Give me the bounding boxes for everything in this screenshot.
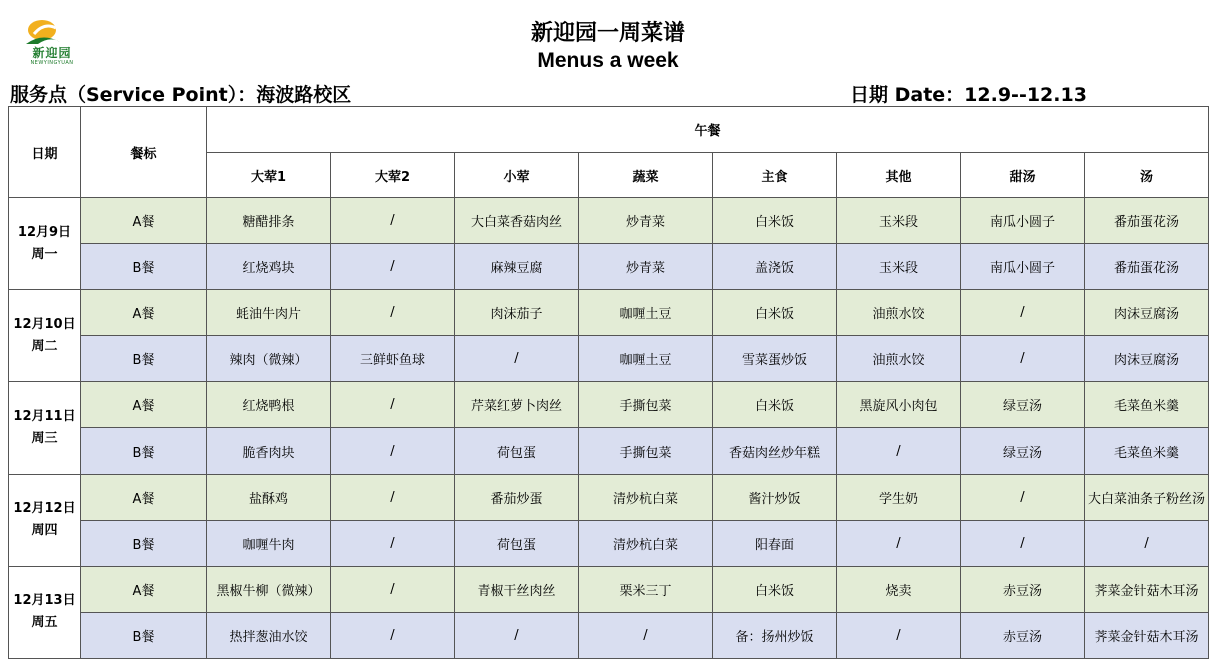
lunch-header: 午餐 <box>207 107 1209 153</box>
menu-cell: 南瓜小圆子 <box>961 244 1085 290</box>
menu-cell: 清炒杭白菜 <box>579 474 713 520</box>
meal-label: A餐 <box>81 198 207 244</box>
day-cell <box>9 382 81 474</box>
meal-label: B餐 <box>81 612 207 658</box>
menu-cell: 红烧鸡块 <box>207 244 331 290</box>
meal-label: A餐 <box>81 474 207 520</box>
day-date: 12月11日 <box>13 408 76 424</box>
menu-cell: 炒青菜 <box>579 198 713 244</box>
menu-cell: 绿豆汤 <box>961 382 1085 428</box>
meal-label: B餐 <box>81 520 207 566</box>
logo-subtitle: NEWYINGYUAN <box>30 60 74 66</box>
menu-cell: 麻辣豆腐 <box>455 244 579 290</box>
menu-cell: 油煎水饺 <box>837 290 961 336</box>
menu-table <box>8 106 1209 659</box>
menu-cell: / <box>1085 520 1209 566</box>
menu-cell: 南瓜小圆子 <box>961 198 1085 244</box>
menu-cell: 肉沫豆腐汤 <box>1085 290 1209 336</box>
table-row <box>9 566 1209 612</box>
date-column-header: 日期 <box>9 107 81 198</box>
menu-cell: 雪菜蛋炒饭 <box>713 336 837 382</box>
meal-label: B餐 <box>81 428 207 474</box>
menu-cell: 肉沫豆腐汤 <box>1085 336 1209 382</box>
menu-cell: / <box>837 428 961 474</box>
day-cell <box>9 474 81 566</box>
table-row <box>9 428 1209 474</box>
menu-cell: 红烧鸭根 <box>207 382 331 428</box>
menu-cell: 番茄炒蛋 <box>455 474 579 520</box>
column-header-other: 其他 <box>837 153 961 198</box>
menu-cell: 荠菜金针菇木耳汤 <box>1085 566 1209 612</box>
menu-cell: 荠菜金针菇木耳汤 <box>1085 612 1209 658</box>
meal-column-header: 餐标 <box>81 107 207 198</box>
menu-cell: 糖醋排条 <box>207 198 331 244</box>
page-subtitle: Menus a week <box>537 49 679 72</box>
menu-cell: 清炒杭白菜 <box>579 520 713 566</box>
day-weekday: 周五 <box>31 615 58 631</box>
menu-cell: 青椒干丝肉丝 <box>455 566 579 612</box>
menu-cell: 炒青菜 <box>579 244 713 290</box>
table-row <box>9 612 1209 658</box>
menu-cell: 大白菜油条子粉丝汤 <box>1085 474 1209 520</box>
menu-cell: 赤豆汤 <box>961 612 1085 658</box>
menu-cell: 咖喱土豆 <box>579 290 713 336</box>
column-header-side-meat: 小荤 <box>455 153 579 198</box>
menu-cell: / <box>331 520 455 566</box>
day-date: 12月10日 <box>13 316 76 332</box>
menu-cell: 手撕包菜 <box>579 382 713 428</box>
meal-label: A餐 <box>81 382 207 428</box>
day-weekday: 周一 <box>31 246 58 262</box>
menu-cell: 白米饭 <box>713 290 837 336</box>
menu-cell: 热拌葱油水饺 <box>207 612 331 658</box>
menu-cell: / <box>837 520 961 566</box>
menu-cell: 荷包蛋 <box>455 428 579 474</box>
menu-cell: 油煎水饺 <box>837 336 961 382</box>
day-cell <box>9 290 81 382</box>
menu-cell: 阳春面 <box>713 520 837 566</box>
menu-cell: / <box>331 474 455 520</box>
menu-cell: / <box>579 612 713 658</box>
menu-cell: 黑旋风小肉包 <box>837 382 961 428</box>
meal-label: A餐 <box>81 290 207 336</box>
menu-cell: 芹菜红萝卜肉丝 <box>455 382 579 428</box>
menu-cell: / <box>331 566 455 612</box>
menu-cell: 烧卖 <box>837 566 961 612</box>
menu-cell: / <box>455 612 579 658</box>
menu-cell: / <box>331 198 455 244</box>
menu-cell: / <box>331 612 455 658</box>
menu-cell: 蚝油牛肉片 <box>207 290 331 336</box>
table-row <box>9 520 1209 566</box>
table-row <box>9 382 1209 428</box>
table-row <box>9 244 1209 290</box>
column-header-main-meat-1: 大荤1 <box>207 153 331 198</box>
menu-cell: 手撕包菜 <box>579 428 713 474</box>
menu-cell: 酱汁炒饭 <box>713 474 837 520</box>
menu-cell: 咖喱土豆 <box>579 336 713 382</box>
menu-cell: / <box>331 428 455 474</box>
menu-cell: 玉米段 <box>837 198 961 244</box>
menu-cell: 绿豆汤 <box>961 428 1085 474</box>
service-point: 服务点（Service Point）：海波路校区 <box>10 84 352 106</box>
table-row <box>9 336 1209 382</box>
menu-cell: 大白菜香菇肉丝 <box>455 198 579 244</box>
menu-cell: / <box>837 612 961 658</box>
menu-cell: 肉沫茄子 <box>455 290 579 336</box>
meal-label: B餐 <box>81 244 207 290</box>
meal-label: A餐 <box>81 566 207 612</box>
menu-cell: 三鲜虾鱼球 <box>331 336 455 382</box>
table-row <box>9 290 1209 336</box>
menu-cell: / <box>961 290 1085 336</box>
menu-cell: 学生奶 <box>837 474 961 520</box>
menu-cell: 盐酥鸡 <box>207 474 331 520</box>
column-header-staple: 主食 <box>713 153 837 198</box>
menu-cell: 备：扬州炒饭 <box>713 612 837 658</box>
column-header-sweet-soup: 甜汤 <box>961 153 1085 198</box>
menu-cell: / <box>331 244 455 290</box>
column-header-main-meat-2: 大荤2 <box>331 153 455 198</box>
menu-cell: 脆香肉块 <box>207 428 331 474</box>
menu-cell: / <box>961 520 1085 566</box>
menu-cell: 香菇肉丝炒年糕 <box>713 428 837 474</box>
day-date: 12月13日 <box>13 593 76 609</box>
logo-name: 新迎园 <box>32 46 72 60</box>
menu-cell: 番茄蛋花汤 <box>1085 198 1209 244</box>
day-cell <box>9 198 81 290</box>
menu-cell: 黑椒牛柳（微辣） <box>207 566 331 612</box>
day-cell <box>9 566 81 658</box>
meal-label: B餐 <box>81 336 207 382</box>
column-header-vegetable: 蔬菜 <box>579 153 713 198</box>
menu-cell: 赤豆汤 <box>961 566 1085 612</box>
menu-cell: / <box>455 336 579 382</box>
table-row <box>9 474 1209 520</box>
menu-cell: 玉米段 <box>837 244 961 290</box>
menu-cell: 番茄蛋花汤 <box>1085 244 1209 290</box>
menu-cell: 辣肉（微辣） <box>207 336 331 382</box>
menu-cell: 白米饭 <box>713 566 837 612</box>
day-weekday: 周三 <box>31 430 58 446</box>
menu-cell: 白米饭 <box>713 198 837 244</box>
menu-cell: / <box>961 474 1085 520</box>
menu-cell: / <box>331 382 455 428</box>
menu-cell: 白米饭 <box>713 382 837 428</box>
table-row <box>9 198 1209 244</box>
menu-cell: 栗米三丁 <box>579 566 713 612</box>
day-date: 12月9日 <box>17 224 72 240</box>
day-date: 12月12日 <box>13 501 76 517</box>
menu-cell: 荷包蛋 <box>455 520 579 566</box>
day-weekday: 周四 <box>31 523 58 539</box>
menu-cell: 毛菜鱼米羹 <box>1085 382 1209 428</box>
menu-cell: / <box>961 336 1085 382</box>
menu-cell: 咖喱牛肉 <box>207 520 331 566</box>
column-header-soup: 汤 <box>1085 153 1209 198</box>
menu-cell: / <box>331 290 455 336</box>
menu-cell: 盖浇饭 <box>713 244 837 290</box>
day-weekday: 周二 <box>31 338 58 354</box>
page-title: 新迎园一周菜谱 <box>530 21 685 46</box>
date-range: 日期 Date：12.9--12.13 <box>850 84 1087 106</box>
menu-cell: 毛菜鱼米羹 <box>1085 428 1209 474</box>
